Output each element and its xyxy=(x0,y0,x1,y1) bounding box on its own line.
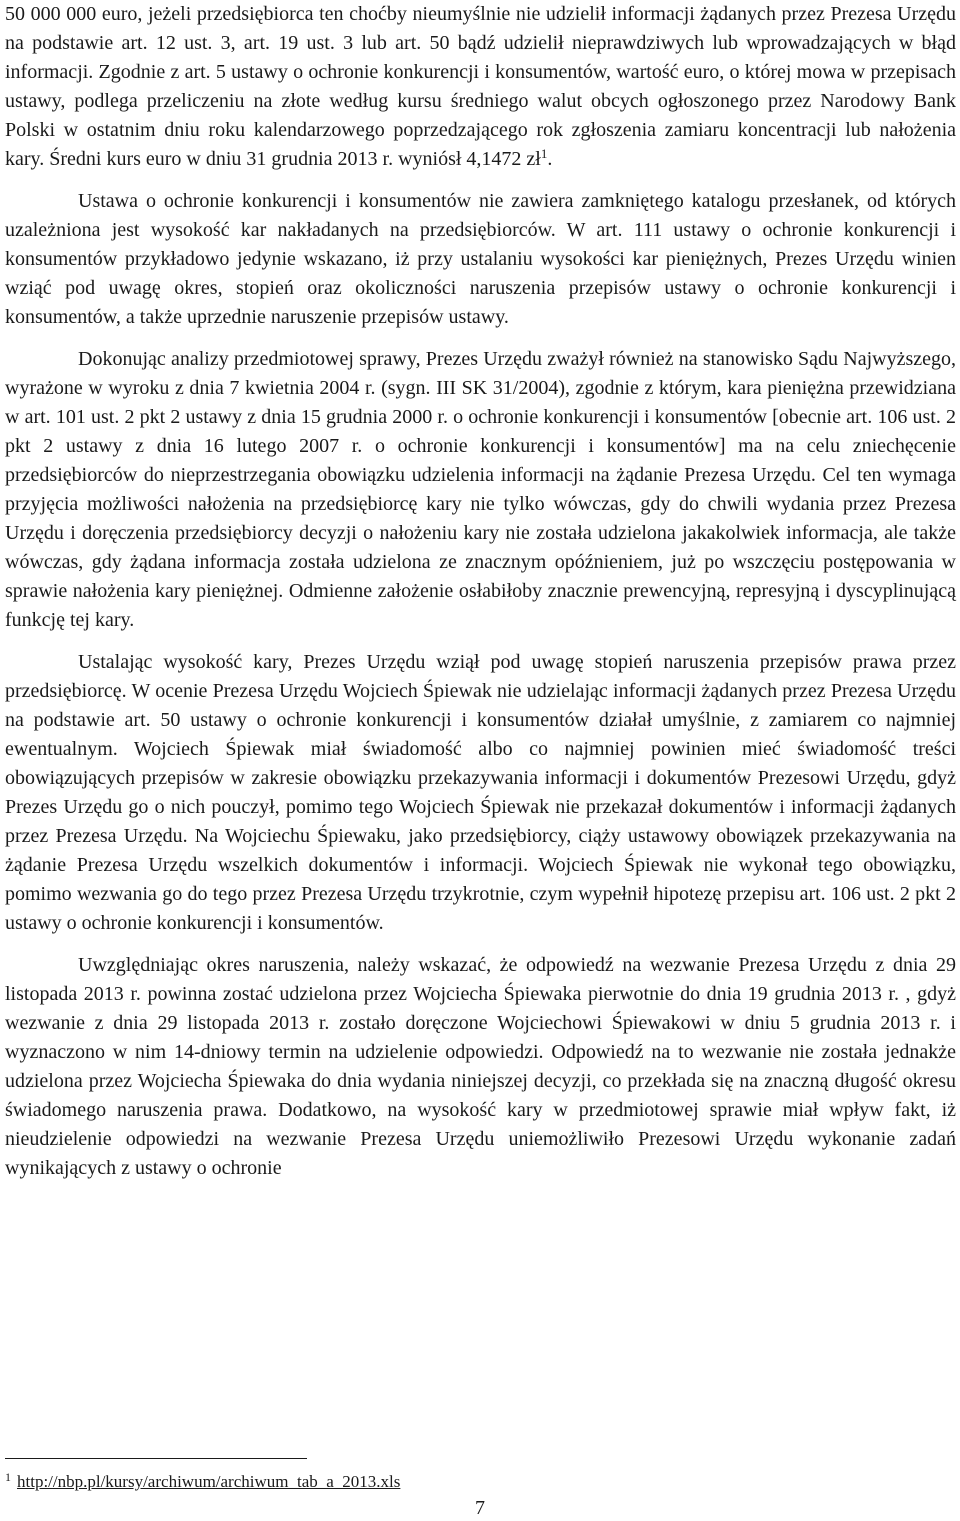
paragraph-4: Ustalając wysokość kary, Prezes Urzędu wziął pod uwagę stopień naruszenia przepisów prawa przez przedsiębiorcę. W ocenie Prezesa Urzędu Wojciech Śpiewak nie udzielając informacji żądanych przez Prezesa Urzędu na podstawie art. 50 ustawy o ochronie konkurencji i konsumentów działał umyślnie, z zamiarem co najmniej ewentualnym. Wojciech Śpiewak miał świadomość albo co najmniej powinien mieć świadomość treści obowiązujących przepisów w zakresie obowiązku przekazywania informacji i dokumentów Prezesowi Urzędu, gdyż Prezes Urzędu go o nich pouczył, pomimo tego Wojciech Śpiewak nie przekazał dokumentów i informacji żądanych przez Prezesa Urzędu. Na Wojciechu Śpiewaku, jako przedsiębiorcy, ciąży ustawowy obowiązek przekazywania na żądanie Prezesa Urzędu wszelkich dokumentów i informacji. Wojciech Śpiewak nie wykonał tego obowiązku, pomimo wezwania go do tego przez Prezesa Urzędu trzykrotnie, czym wypełnił hipotezę przepisu art. 106 ust. 2 pkt 2 ustawy o ochronie konkurencji i konsumentów. xyxy=(5,651,956,934)
paragraph-2: Ustawa o ochronie konkurencji i konsumentów nie zawiera zamkniętego katalogu przesłanek, od których uzależniona jest wysokość kar nakładanych na przedsiębiorców. W art. 111 ustawy o ochronie konkurencji i konsumentów przykładowo jedynie wskazano, iż przy ustalaniu wysokości kar pieniężnych, Prezes Urzędu winien wziąć pod uwagę okres, stopień oraz okoliczności naruszenia przepisów ustawy o ochronie konkurencji i konsumentów, a także uprzednie naruszenie przepisów ustawy. xyxy=(5,190,956,328)
footnote-link[interactable]: http://nbp.pl/kursy/archiwum/archiwum_tab_a_2013.xls xyxy=(17,1472,401,1491)
paragraph-3: Dokonując analizy przedmiotowej sprawy, Prezes Urzędu zważył również na stanowisko Sądu Najwyższego, wyrażone w wyroku z dnia 7 kwietnia 2004 r. (sygn. III SK 31/2004), zgodnie z którym, kara pieniężna przewidziana w art. 101 ust. 2 pkt 2 ustawy z dnia 15 grudnia 2000 r. o ochronie konkurencji i konsumentów [obecnie art. 106 ust. 2 pkt 2 ustawy z dnia 16 lutego 2007 r. o ochronie konkurencji i konsumentów] ma na celu zniechęcenie przedsiębiorców do nieprzestrzegania obowiązku udzielenia informacji na żądanie Prezesa Urzędu. Cel ten wymaga przyjęcia możliwości nałożenia na przedsiębiorcę kary nie tylko wówczas, gdy do chwili wydania przez Prezesa Urzędu i doręczenia przedsiębiorcy decyzji o nałożeniu kary nie została udzielona jakakolwiek informacja, ale także wówczas, gdy żądana informacja została udzielona ze znacznym opóźnieniem, już po wszczęciu postępowania w sprawie nałożenia kary pieniężnej. Odmienne założenie osłabiłoby znacznie prewencyjną, represyjną i dyscyplinującą funkcję tej kary. xyxy=(5,348,956,631)
document-body xyxy=(5,0,956,1196)
paragraph-1 xyxy=(5,0,956,174)
paragraph-1-text: 50 000 000 euro, jeżeli przedsiębiorca ten choćby nieumyślnie nie udzielił informacji żądanych przez Prezesa Urzędu na podstawie art. 12 ust. 3, art. 19 ust. 3 lub art. 50 bądź udzielił nieprawdziwych lub wprowadzających w błąd informacji. Zgodnie z art. 5 ustawy o ochronie konkurencji i konsumentów, wartość euro, o której mowa w przepisach ustawy, podlega przeliczeniu na złote według kursu średniego walut obcych ogłoszonego przez Narodowy Bank Polski w ostatnim dniu roku kalendarzowego poprzedzającego rok zgłoszenia zamiaru koncentracji lub nałożenia kary. Średni kurs euro w dniu 31 grudnia 2013 r. wyniósł 4,1472 zł xyxy=(5,3,956,170)
footnote-mark: 1 xyxy=(5,1470,11,1484)
footnote-reference[interactable]: 1 xyxy=(540,146,548,161)
page-number: 7 xyxy=(475,1497,485,1519)
footnote xyxy=(5,1466,400,1493)
paragraph-5: Uwzględniając okres naruszenia, należy wskazać, że odpowiedź na wezwanie Prezesa Urzędu z dnia 29 listopada 2013 r. powinna zostać udzielona przez Wojciecha Śpiewaka pierwotnie do dnia 19 grudnia 2013 r. , gdyż wezwanie z dnia 29 listopada 2013 r. zostało doręczone Wojciechowi Śpiewakowi w dniu 5 grudnia 2013 r. i wyznaczono w nim 14-dniowy termin na udzielenie odpowiedzi. Odpowiedź na to wezwanie nie została jednakże udzielona przez Wojciecha Śpiewaka do dnia wydania niniejszej decyzji, co przekłada się na znaczną długość okresu świadomego naruszenia prawa. Dodatkowo, na wysokość kary w przedmiotowej sprawie miał wpływ fakt, iż nieudzielenie odpowiedzi na wezwanie Prezesa Urzędu uniemożliwiło Prezesowi Urzędu wykonanie zadań wynikających z ustawy o ochronie xyxy=(5,954,956,1179)
footnote-separator xyxy=(5,1458,307,1459)
paragraph-1-tail: . xyxy=(547,148,553,170)
